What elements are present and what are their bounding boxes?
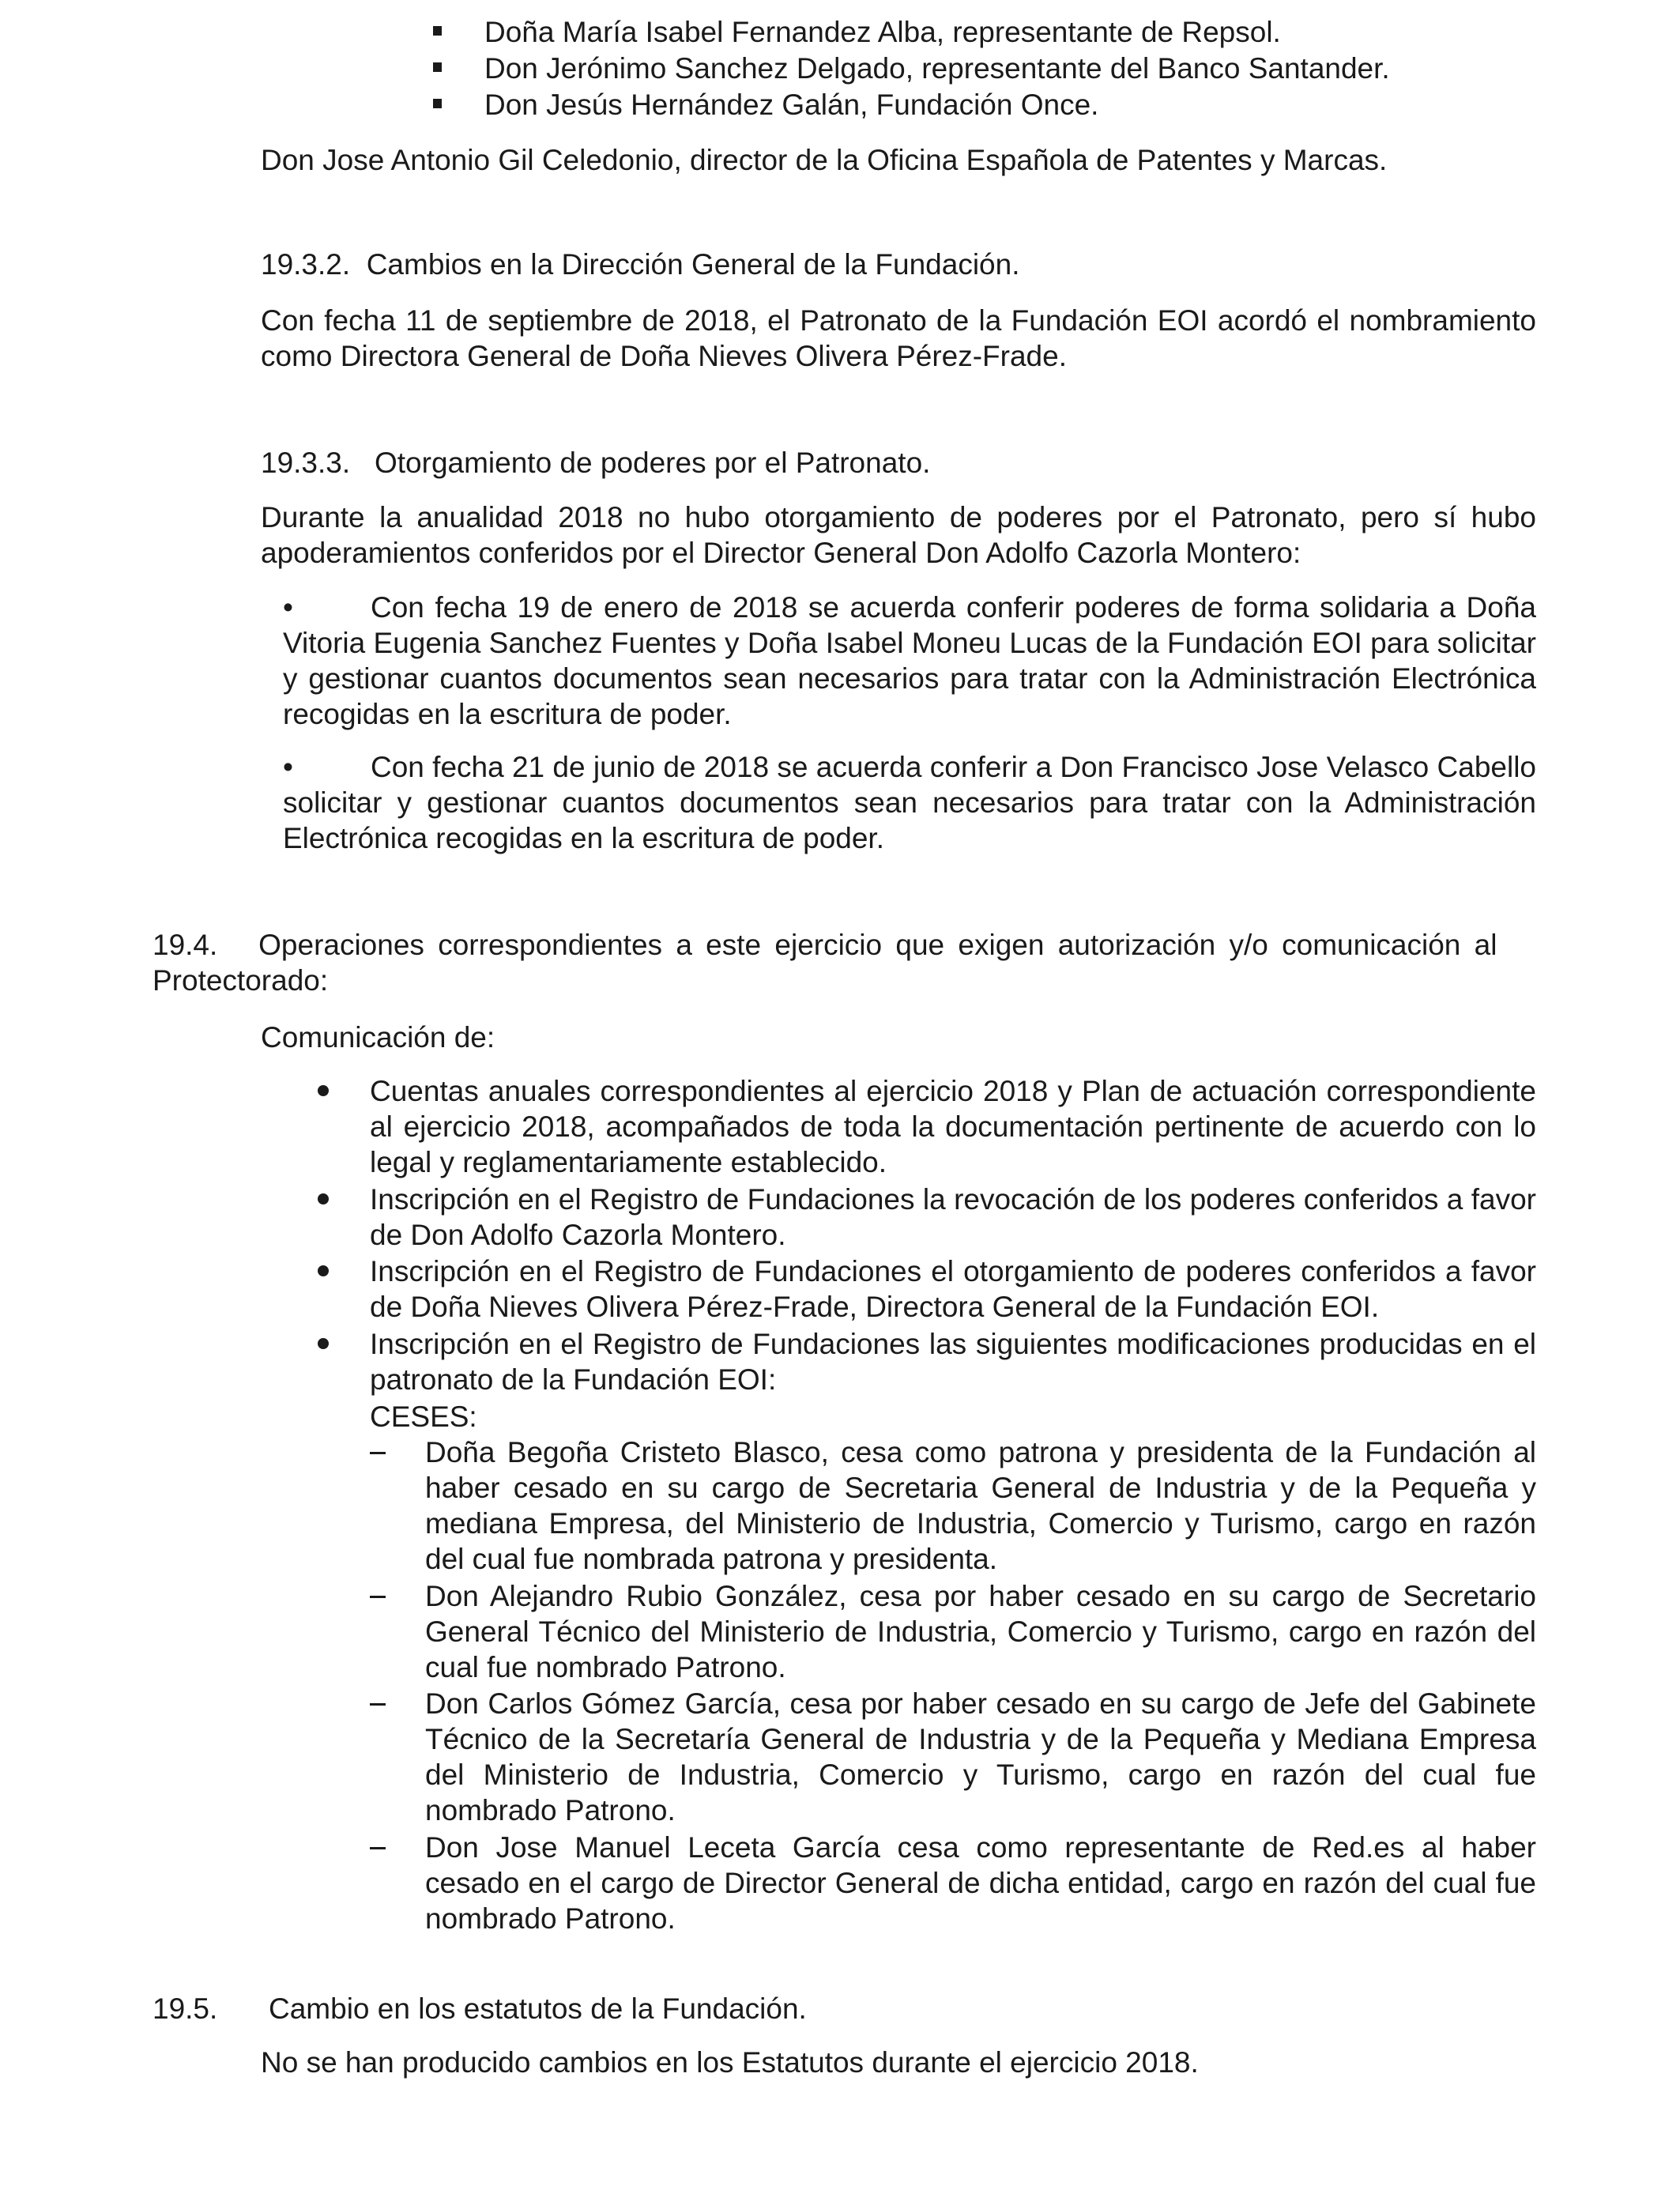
bullet-icon — [318, 1193, 329, 1204]
square-bullet-icon — [433, 62, 442, 72]
cese-item: Doña Begoña Cristeto Blasco, cesa como patrona y presidenta de la Fundación al haber cesado en su cargo de Secretaria General de Industria y de la Pequeña y mediana Empresa, del Ministerio de Industria, Comercio y Turismo, cargo en razón del cual fue nombrada patrona y presidenta. — [425, 1436, 1536, 1575]
dash-bullet-icon — [370, 1847, 386, 1849]
bullet-icon: • — [283, 591, 293, 624]
powers-item — [283, 749, 1536, 856]
cese-item: Don Alejandro Rubio González, cesa por haber cesado en su cargo de Secretario General Técnico del Ministerio de Industria, Comercio y Turismo, cargo en razón del cual fue nombrado Patrono. — [425, 1580, 1536, 1683]
communication-item: Cuentas anuales correspondientes al ejercicio 2018 y Plan de actuación correspondiente al ejercicio 2018, acompañados de toda la documentación pertinente de acuerdo con lo legal y reglamentariamente establecido. — [370, 1075, 1536, 1178]
cese-item: Don Carlos Gómez García, cesa por haber cesado en su cargo de Jefe del Gabinete Técnico de la Secretaría General de Industria y de la Pequeña y Mediana Empresa del Ministerio de Industria, Comercio y Turismo, cargo en razón del cual fue nombrado Patrono. — [425, 1687, 1536, 1826]
section-number-19-5: 19.5. — [153, 1992, 218, 2025]
dash-bullet-icon — [370, 1703, 386, 1706]
ceses-label: CESES: — [370, 1400, 477, 1433]
section-title-19-5: Cambio en los estatutos de la Fundación. — [269, 1992, 807, 2025]
dash-bullet-icon — [370, 1596, 386, 1598]
powers-item-text: Con fecha 21 de junio de 2018 se acuerda conferir a Don Francisco Jose Velasco Cabello solicitar y gestionar cuantos documentos sean necesarios para tratar con la Administración Electrónica recogidas en la escritura de poder. — [283, 751, 1536, 854]
communication-item: Inscripción en el Registro de Fundaciones la revocación de los poderes conferidos a favor de Don Adolfo Cazorla Montero. — [370, 1183, 1536, 1251]
list-item: Don Jesús Hernández Galán, Fundación Once. — [484, 89, 1099, 121]
section-heading-19-4: 19.4. Operaciones correspondientes a este ejercicio que exigen autorización y/o comunicación al Protectorado: — [153, 929, 1511, 997]
list-item: Don Jerónimo Sanchez Delgado, representante del Banco Santander. — [484, 52, 1390, 85]
section-body-19-3-3: Durante la anualidad 2018 no hubo otorgamiento de poderes por el Patronato, pero sí hubo apoderamientos conferidos por el Director General Don Adolfo Cazorla Montero: — [261, 501, 1536, 569]
powers-item — [283, 590, 1536, 732]
bullet-icon — [318, 1085, 329, 1096]
section-heading-19-3-3: 19.3.3. Otorgamiento de poderes por el Patronato. — [261, 447, 931, 479]
list-item: Doña María Isabel Fernandez Alba, representante de Repsol. — [484, 16, 1281, 48]
powers-item-text: Con fecha 19 de enero de 2018 se acuerda conferir poderes de forma solidaria a Doña Vitoria Eugenia Sanchez Fuentes y Doña Isabel Moneu Lucas de la Fundación EOI para solicitar y gestionar cuantos documentos sean necesarios para tratar con la Administración Electrónica recogidas en la escritura de poder. — [283, 591, 1536, 730]
bullet-icon — [318, 1265, 329, 1276]
section-heading-19-3-2: 19.3.2. Cambios en la Dirección General de la Fundación. — [261, 248, 1020, 281]
bullet-icon: • — [283, 751, 293, 783]
communication-item: Inscripción en el Registro de Fundaciones las siguientes modificaciones producidas en el patronato de la Fundación EOI: — [370, 1328, 1536, 1396]
director-paragraph: Don Jose Antonio Gil Celedonio, director de la Oficina Española de Patentes y Marcas. — [261, 144, 1388, 176]
dash-bullet-icon — [370, 1452, 386, 1454]
square-bullet-icon — [433, 26, 442, 36]
cese-item: Don Jose Manuel Leceta García cesa como representante de Red.es al haber cesado en el cargo de Director General de dicha entidad, cargo en razón del cual fue nombrado Patrono. — [425, 1831, 1536, 1935]
section-body-19-5: No se han producido cambios en los Estatutos durante el ejercicio 2018. — [261, 2046, 1199, 2079]
square-bullet-icon — [433, 99, 442, 108]
bullet-icon — [318, 1338, 329, 1349]
section-body-19-3-2: Con fecha 11 de septiembre de 2018, el Patronato de la Fundación EOI acordó el nombramiento como Directora General de Doña Nieves Olivera Pérez-Frade. — [261, 304, 1536, 372]
communication-item: Inscripción en el Registro de Fundaciones el otorgamiento de poderes conferidos a favor de Doña Nieves Olivera Pérez-Frade, Directora General de la Fundación EOI. — [370, 1255, 1536, 1323]
comunicacion-label: Comunicación de: — [261, 1021, 495, 1054]
